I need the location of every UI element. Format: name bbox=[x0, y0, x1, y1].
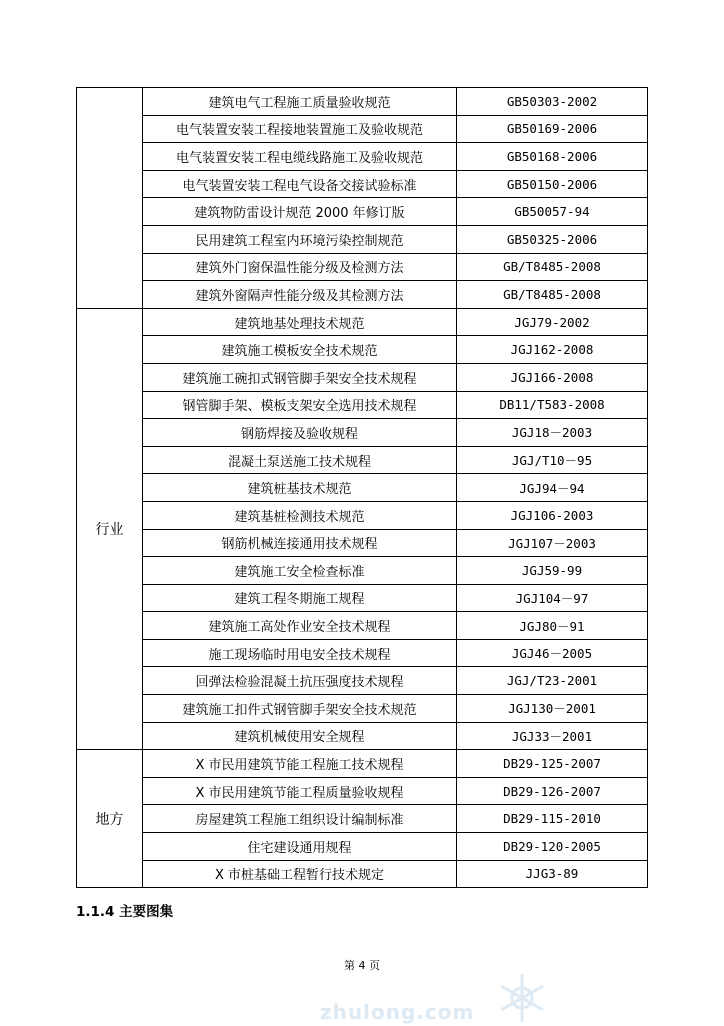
table-row bbox=[77, 612, 648, 640]
standard-code-cell: GB/T8485-2008 bbox=[457, 253, 648, 281]
table-row bbox=[77, 143, 648, 171]
table-row bbox=[77, 695, 648, 723]
standard-name-cell: 建筑工程冬期施工规程 bbox=[143, 584, 457, 612]
page-number: 第 4 页 bbox=[344, 959, 380, 972]
standard-code-cell: JGJ104－97 bbox=[457, 584, 648, 612]
standard-code-cell: JGJ80－91 bbox=[457, 612, 648, 640]
standard-name-cell: 房屋建筑工程施工组织设计编制标准 bbox=[143, 805, 457, 833]
standards-table bbox=[76, 87, 648, 888]
table-row bbox=[77, 115, 648, 143]
standard-name-cell: 建筑地基处理技术规范 bbox=[143, 308, 457, 336]
standard-code-cell: JGJ/T23-2001 bbox=[457, 667, 648, 695]
table-row bbox=[77, 419, 648, 447]
table-row bbox=[77, 639, 648, 667]
standard-code-cell: GB50303-2002 bbox=[457, 88, 648, 116]
standard-name-cell: 电气装置安装工程接地装置施工及验收规范 bbox=[143, 115, 457, 143]
table-row bbox=[77, 198, 648, 226]
standard-name-cell: 建筑施工模板安全技术规范 bbox=[143, 336, 457, 364]
table-row bbox=[77, 529, 648, 557]
standard-name-cell: 建筑施工扣件式钢管脚手架安全技术规范 bbox=[143, 695, 457, 723]
standard-name-cell: 电气装置安装工程电缆线路施工及验收规范 bbox=[143, 143, 457, 171]
table-row bbox=[77, 667, 648, 695]
standard-name-cell: X 市民用建筑节能工程施工技术规程 bbox=[143, 750, 457, 778]
table-row bbox=[77, 584, 648, 612]
standard-code-cell: GB50168-2006 bbox=[457, 143, 648, 171]
table-row bbox=[77, 391, 648, 419]
standard-name-cell: 回弹法检验混凝土抗压强度技术规程 bbox=[143, 667, 457, 695]
standard-code-cell: GB50169-2006 bbox=[457, 115, 648, 143]
standard-name-cell: X 市桩基础工程暂行技术规定 bbox=[143, 860, 457, 888]
standard-name-cell: 民用建筑工程室内环境污染控制规范 bbox=[143, 225, 457, 253]
standard-code-cell: JGJ46－2005 bbox=[457, 639, 648, 667]
table-row bbox=[77, 474, 648, 502]
table-row bbox=[77, 88, 648, 116]
section-heading: 1.1.4 主要图集 bbox=[76, 904, 174, 920]
standard-code-cell: JGJ79-2002 bbox=[457, 308, 648, 336]
standard-code-cell: JGJ166-2008 bbox=[457, 363, 648, 391]
standard-code-cell: GB/T8485-2008 bbox=[457, 281, 648, 309]
standard-name-cell: 混凝土泵送施工技术规程 bbox=[143, 446, 457, 474]
standard-name-cell: X 市民用建筑节能工程质量验收规程 bbox=[143, 777, 457, 805]
table-row bbox=[77, 336, 648, 364]
standard-code-cell: JGJ130－2001 bbox=[457, 695, 648, 723]
table-row bbox=[77, 501, 648, 529]
category-cell: 行业 bbox=[77, 308, 143, 750]
standard-code-cell: DB29-126-2007 bbox=[457, 777, 648, 805]
standard-name-cell: 建筑桩基技术规范 bbox=[143, 474, 457, 502]
table-row bbox=[77, 253, 648, 281]
table-row bbox=[77, 860, 648, 888]
standard-code-cell: JGJ107－2003 bbox=[457, 529, 648, 557]
snowflake-logo-icon bbox=[494, 970, 550, 1026]
standard-name-cell: 施工现场临时用电安全技术规程 bbox=[143, 639, 457, 667]
standard-code-cell: JGJ162-2008 bbox=[457, 336, 648, 364]
standard-code-cell: JJG3-89 bbox=[457, 860, 648, 888]
table-row bbox=[77, 777, 648, 805]
table-row bbox=[77, 446, 648, 474]
standard-code-cell: DB29-115-2010 bbox=[457, 805, 648, 833]
table-row bbox=[77, 170, 648, 198]
standard-code-cell: GB50150-2006 bbox=[457, 170, 648, 198]
standard-name-cell: 住宅建设通用规程 bbox=[143, 833, 457, 861]
standard-name-cell: 钢筋机械连接通用技术规程 bbox=[143, 529, 457, 557]
standard-code-cell: JGJ33－2001 bbox=[457, 722, 648, 750]
table-row bbox=[77, 225, 648, 253]
standard-code-cell: DB29-125-2007 bbox=[457, 750, 648, 778]
table-row bbox=[77, 557, 648, 585]
standard-name-cell: 建筑基桩检测技术规范 bbox=[143, 501, 457, 529]
table-row bbox=[77, 833, 648, 861]
standard-name-cell: 建筑电气工程施工质量验收规范 bbox=[143, 88, 457, 116]
standard-name-cell: 建筑外门窗保温性能分级及检测方法 bbox=[143, 253, 457, 281]
standards-table-body bbox=[77, 88, 648, 888]
standard-code-cell: DB11/T583-2008 bbox=[457, 391, 648, 419]
standard-code-cell: GB50325-2006 bbox=[457, 225, 648, 253]
table-row bbox=[77, 281, 648, 309]
standard-name-cell: 建筑机械使用安全规程 bbox=[143, 722, 457, 750]
standard-name-cell: 电气装置安装工程电气设备交接试验标准 bbox=[143, 170, 457, 198]
standard-name-cell: 钢筋焊接及验收规程 bbox=[143, 419, 457, 447]
standard-code-cell: JGJ59-99 bbox=[457, 557, 648, 585]
table-row bbox=[77, 805, 648, 833]
standard-name-cell: 建筑外窗隔声性能分级及其检测方法 bbox=[143, 281, 457, 309]
table-row bbox=[77, 750, 648, 778]
category-cell: 地方 bbox=[77, 750, 143, 888]
table-row bbox=[77, 363, 648, 391]
category-cell bbox=[77, 88, 143, 309]
table-row bbox=[77, 722, 648, 750]
standard-code-cell: DB29-120-2005 bbox=[457, 833, 648, 861]
standard-name-cell: 建筑施工碗扣式钢管脚手架安全技术规程 bbox=[143, 363, 457, 391]
table-row bbox=[77, 308, 648, 336]
standard-name-cell: 建筑施工安全检查标准 bbox=[143, 557, 457, 585]
standard-code-cell: GB50057-94 bbox=[457, 198, 648, 226]
standard-code-cell: JGJ/T10－95 bbox=[457, 446, 648, 474]
standard-code-cell: JGJ94－94 bbox=[457, 474, 648, 502]
watermark-text: zhulong.com bbox=[320, 1000, 475, 1024]
standard-name-cell: 建筑施工高处作业安全技术规程 bbox=[143, 612, 457, 640]
standard-code-cell: JGJ18－2003 bbox=[457, 419, 648, 447]
standard-name-cell: 钢管脚手架、模板支架安全选用技术规程 bbox=[143, 391, 457, 419]
standard-name-cell: 建筑物防雷设计规范 2000 年修订版 bbox=[143, 198, 457, 226]
standard-code-cell: JGJ106-2003 bbox=[457, 501, 648, 529]
